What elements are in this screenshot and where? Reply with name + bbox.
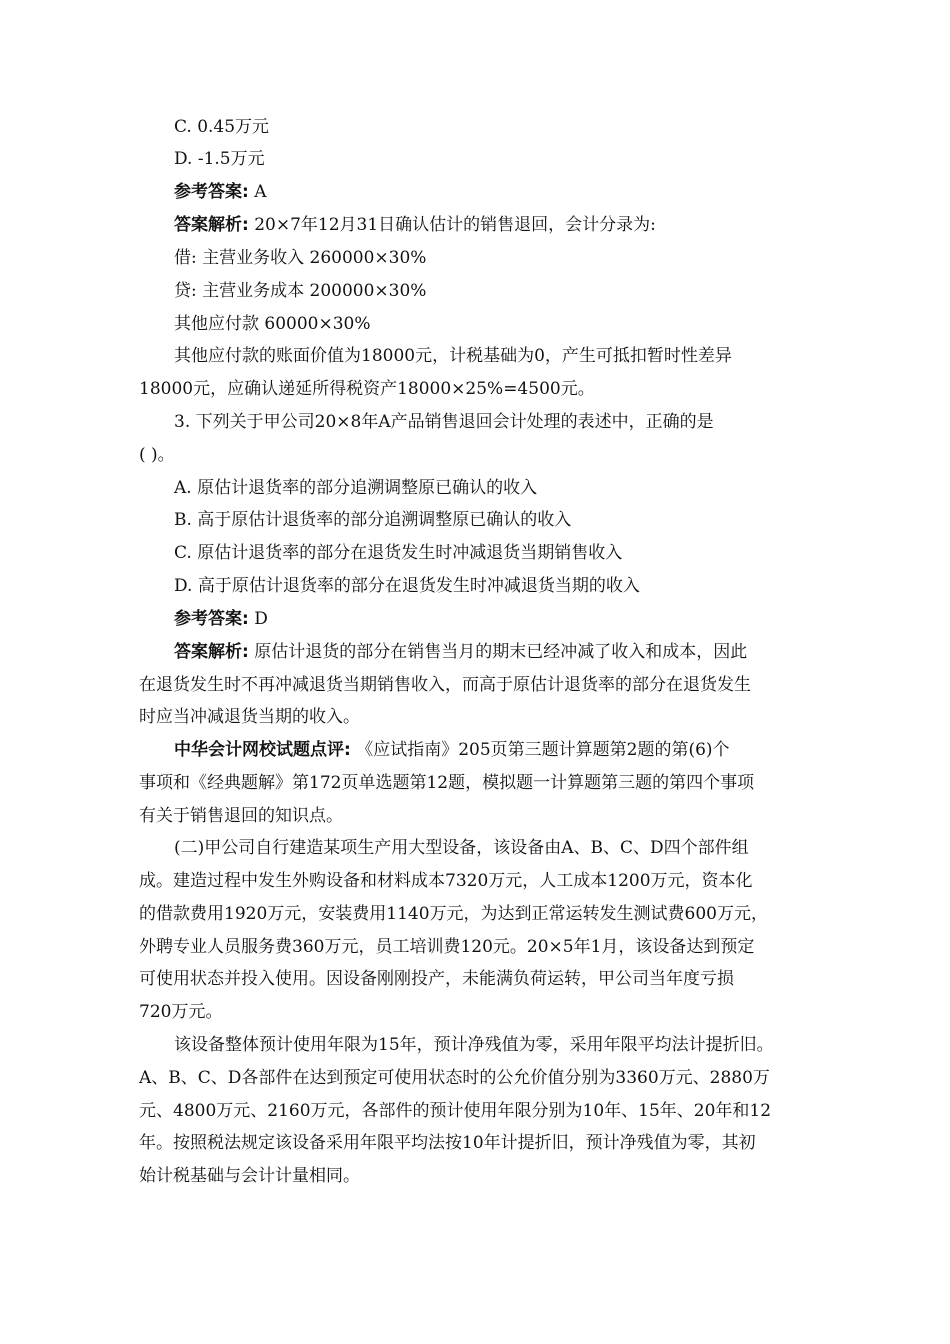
case-paragraph-line: 年。按照税法规定该设备采用年限平均法按10年计提折旧，预计净残值为零，其初 [139, 1133, 756, 1153]
case-paragraph-line: 可使用状态并投入使用。因设备刚刚投产，未能满负荷运转，甲公司当年度亏损 [139, 969, 734, 989]
explain-line: 其他应付款的账面价值为18000元，计税基础为0，产生可抵扣暂时性差异 [174, 346, 732, 366]
reference-answer [174, 608, 268, 630]
answer-value: D [254, 609, 268, 629]
reference-answer [174, 181, 267, 203]
question-stem: ( )。 [139, 445, 175, 465]
review-text: 《应试指南》205页第三题计算题第2题的第(6)个 [356, 740, 730, 760]
analysis-text: 原估计退货的部分在销售当月的期末已经冲减了收入和成本，因此 [254, 642, 748, 662]
analysis-line: 在退货发生时不再冲减退货当期销售收入，而高于原估计退货率的部分在退货发生 [139, 675, 751, 695]
option-d: D. 高于原估计退货率的部分在退货发生时冲减退货当期的收入 [174, 576, 640, 596]
answer-label: 参考答案: [174, 182, 249, 202]
option-b: B. 高于原估计退货率的部分追溯调整原已确认的收入 [174, 510, 572, 530]
option-d: D. -1.5万元 [174, 149, 265, 169]
review-line: 有关于销售退回的知识点。 [139, 806, 343, 826]
case-paragraph-line: 该设备整体预计使用年限为15年，预计净残值为零，采用年限平均法计提折旧。 [174, 1035, 774, 1055]
case-paragraph-line: A、B、C、D各部件在达到预定可使用状态时的公允价值分别为3360万元、2880万 [139, 1068, 770, 1088]
explain-line: 18000元，应确认递延所得税资产18000×25%=4500元。 [139, 379, 595, 399]
case-paragraph-line: 始计税基础与会计计量相同。 [139, 1166, 360, 1186]
journal-entry-credit: 贷: 主营业务成本 200000×30% [174, 281, 427, 301]
question-stem: 3. 下列关于甲公司20×8年A产品销售退回会计处理的表述中，正确的是 [174, 412, 714, 432]
analysis-text: 20×7年12月31日确认估计的销售退回，会计分录为: [254, 215, 656, 235]
answer-analysis [174, 641, 747, 663]
answer-value: A [254, 182, 267, 202]
analysis-line: 时应当冲减退货当期的收入。 [139, 707, 360, 727]
review-label: 中华会计网校试题点评: [174, 740, 351, 760]
option-c: C. 0.45万元 [174, 117, 270, 137]
analysis-label: 答案解析: [174, 642, 249, 662]
review-line: 事项和《经典题解》第172页单选题第12题，模拟题一计算题第三题的第四个事项 [139, 773, 755, 793]
analysis-label: 答案解析: [174, 215, 249, 235]
answer-analysis [174, 214, 656, 236]
option-c: C. 原估计退货率的部分在退货发生时冲减退货当期销售收入 [174, 543, 623, 563]
review-comment [174, 739, 730, 761]
case-paragraph-line: 的借款费用1920万元，安装费用1140万元，为达到正常运转发生测试费600万元， [139, 904, 768, 924]
journal-entry-other: 其他应付款 60000×30% [174, 314, 371, 334]
option-a: A. 原估计退货率的部分追溯调整原已确认的收入 [174, 478, 538, 498]
case-paragraph-line: 成。建造过程中发生外购设备和材料成本7320万元，人工成本1200万元，资本化 [139, 871, 753, 891]
answer-label: 参考答案: [174, 609, 249, 629]
case-paragraph-line: 720万元。 [139, 1002, 223, 1022]
case-paragraph-line: (二)甲公司自行建造某项生产用大型设备，该设备由A、B、C、D四个部件组 [174, 838, 749, 858]
case-paragraph-line: 元、4800万元、2160万元，各部件的预计使用年限分别为10年、15年、20年和12 [139, 1101, 772, 1121]
case-paragraph-line: 外聘专业人员服务费360万元，员工培训费120元。20×5年1月，该设备达到预定 [139, 937, 755, 957]
journal-entry-debit: 借: 主营业务收入 260000×30% [174, 248, 427, 268]
